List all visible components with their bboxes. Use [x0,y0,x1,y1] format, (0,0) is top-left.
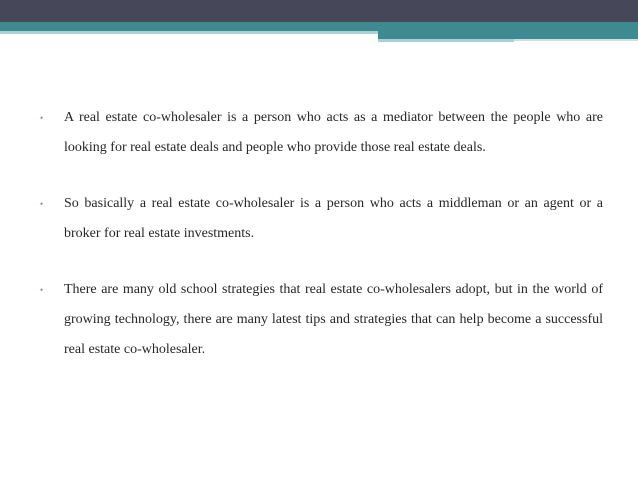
header-accent-step-line [378,39,514,42]
header-bar [0,0,638,22]
header-accent-band [0,22,638,31]
header-accent-line [0,31,378,34]
bullet-text-2: So basically a real estate co-wholesaler is a person who acts a middleman or an agent or a broker for real estate investments. [64,196,603,241]
header-accent-step-line-2 [514,39,638,41]
bullet-item-3 [40,275,603,365]
bullet-item-1 [40,103,603,163]
bullet-text-1: A real estate co-wholesaler is a person who acts as a mediator between the people who are looking for real estate deals and people who provide those real estate deals. [64,110,603,155]
bullet-icon: • [40,285,44,295]
bullet-list [40,103,603,391]
bullet-item-2 [40,189,603,249]
bullet-icon: • [40,199,44,209]
header-accent-step [378,31,638,39]
bullet-icon: • [40,113,44,123]
bullet-text-3: There are many old school strategies that real estate co-wholesalers adopt, but in the world of growing technology, there are many latest tips and strategies that can help become a successful real estate co-wholesaler. [64,282,603,357]
